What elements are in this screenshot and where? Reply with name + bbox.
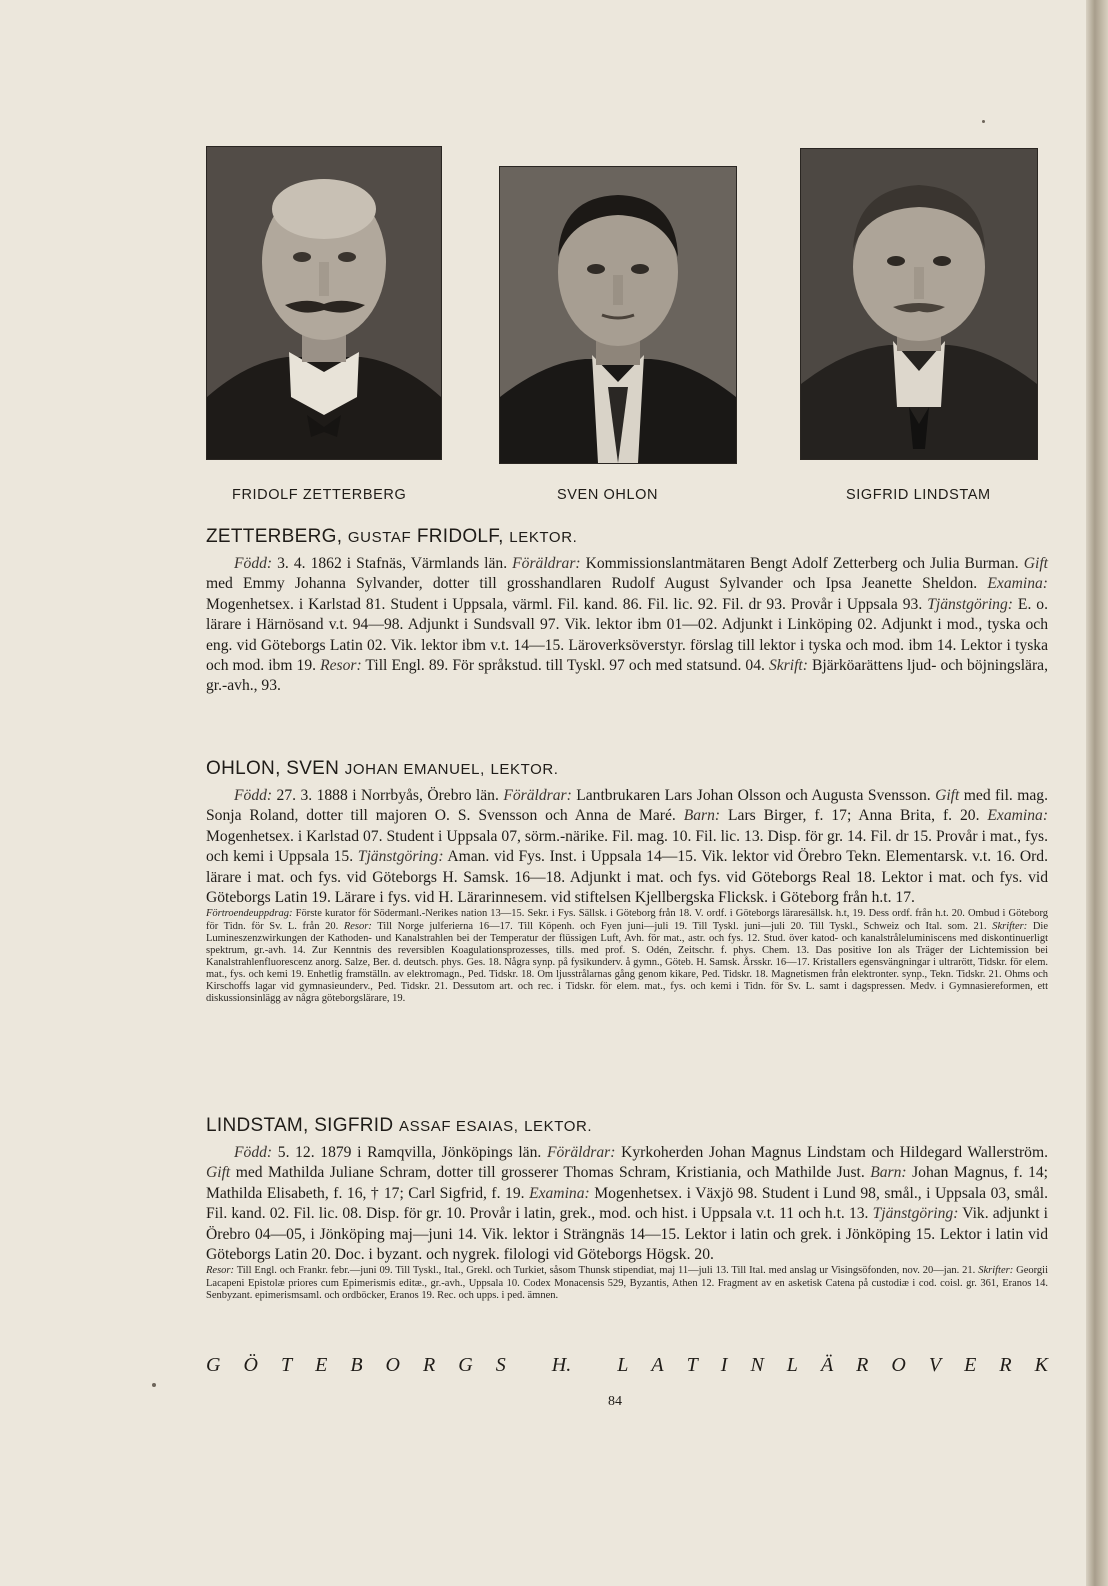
footer-letter: G — [458, 1354, 473, 1376]
page-number: 84 — [608, 1394, 622, 1409]
label-resor: Resor: — [320, 657, 362, 675]
footer-letter: G — [206, 1354, 221, 1376]
portrait-ohlon — [499, 166, 737, 464]
given-names: JOHAN EMANUEL, — [344, 761, 485, 778]
text-gift: med Mathilda Juliane Schram, dotter till grosserer Thomas Schram, Kristiania, och Mathilde Just. — [230, 1164, 871, 1182]
label-resor: Resor: — [343, 920, 372, 932]
label-foraldrar: Föräldrar: — [503, 787, 572, 804]
footer-letter: A — [651, 1354, 664, 1376]
caption-ohlon: SVEN OHLON — [557, 487, 659, 503]
caption-lindstam: SIGFRID LINDSTAM — [846, 487, 991, 503]
footer-letter: Ä — [820, 1354, 834, 1376]
text-fodd: 27. 3. 1888 i Norrbyås, Örebro län. — [272, 787, 504, 804]
surname: ZETTERBERG, — [206, 526, 343, 547]
label-examina: Examina: — [529, 1184, 590, 1202]
text-examina: Mogenhetsex. i Karlstad 81. Student i Uppsala, värml. Fil. kand. 86. Fil. lic. 92. Fil. dr 93. Provår i Uppsala 93. — [206, 595, 928, 613]
label-barn: Barn: — [870, 1164, 907, 1182]
footer-letter: B — [350, 1354, 363, 1376]
text-foraldrar: Kommissionslantmätaren Bengt Adolf Zetterberg och Julia Burman. — [580, 555, 1024, 572]
label-skrifter: Skrifter: — [978, 1265, 1014, 1277]
footer-letter: V — [928, 1354, 942, 1376]
footer-letter: O — [891, 1354, 906, 1376]
text-examina: Mogenhetsex. i Karlstad 07. Student i Uppsala 07, sörm.-närike. Fil. mag. 10. Fil. lic. 13. Disp. för gr. 14. Fil. dr 15. Provår i mat., fys. och kemi i Uppsala 15. — [206, 827, 1048, 866]
entry-ohlon — [206, 758, 1048, 1005]
label-fodd: Född: — [234, 555, 273, 572]
role: LEKTOR. — [524, 1118, 593, 1135]
text-barn: Lars Birger, f. 17; Anna Brita, f. 20. — [720, 807, 988, 825]
biography-fine-print — [206, 1265, 1048, 1301]
entry-title — [206, 526, 1048, 548]
portrait-zetterberg — [206, 146, 442, 460]
footer-letter: T — [686, 1354, 698, 1376]
text-foraldrar: Kyrkoherden Johan Magnus Lindstam och Hildegard Wallerström. — [615, 1144, 1048, 1161]
text-fodd: 3. 4. 1862 i Stafnäs, Värmlands län. — [272, 555, 513, 572]
text-skrifter: Georgii Lacapeni Epistolæ priores cum Epimerismis editæ., gr.-avh., Uppsala 10. Codex Monacensis 529, Byzantis, Athen 12. Fragment av en asketisk Catena på custodiæ i cod. coisl. gr. 361, Eranos 14. Senbyzant. epimerismsaml. och ordböcker, Eranos 19. Rec. och upps. i ped. ämnen. — [206, 1265, 1048, 1301]
text-tjanstgoring: Aman. vid Fys. Inst. i Uppsala 14—15. Vik. lektor vid Örebro Tekn. Elementarsk. v.t. 16. Ord. lärare i mat. och fys. vid Göteborgs H. Samsk. 16—18. Adjunkt i mat. och fys. vid Göteborgs Real 18. Lektor i mat. och fys. vid Göteborgs Latin 19. Lärare i fys. vid H. Lärarinnesem. vid stiftelsen Kjellbergska Flicksk. i Göteborg från h.t. 17. — [206, 848, 1048, 907]
footer-letter: L — [786, 1354, 798, 1376]
label-skrift: Skrift: — [768, 657, 808, 675]
text-foraldrar: Lantbrukaren Lars Johan Olsson och Augusta Svensson. — [571, 787, 936, 804]
biography-text — [206, 786, 1048, 908]
role: LEKTOR. — [509, 529, 578, 546]
footer-letter: E — [315, 1354, 328, 1376]
text-fortroendeuppdrag: Förste kurator för Södermanl.-Nerikes nation 13—15. Sekr. i Fys. Sällsk. i Göteborg från 18. V. ordf. i Göteborgs läraresällsk. h.t, 19. Dess ordf. från h.t. 20. Ombud i Göteborg för Tidn. för Sv. L. från 20. — [206, 908, 1048, 932]
entry-title — [206, 758, 1048, 780]
footer-letter: R — [423, 1354, 436, 1376]
label-gift: Gift — [1023, 555, 1048, 572]
biography-text — [206, 554, 1048, 697]
text-resor: Till Norge julferierna 16—17. Till Köpenh. och Fyen juni—juli 19. Till Tyskl. juni—juli 20. Till Tyskl., Schweiz och Ital. som. 21. — [371, 920, 993, 932]
text-skrift: Bjärköarättens ljud- och böjningslära, gr.-avh., 93. — [206, 657, 1048, 695]
footer-letter: R — [999, 1354, 1012, 1376]
footer-letter: T — [280, 1354, 293, 1376]
text-barn: Johan Magnus, f. 14; Mathilda Elisabeth, f. 16, † 17; Carl Sigfrid, f. 19. — [206, 1164, 1048, 1202]
biography-text — [206, 1143, 1048, 1265]
label-tjanstgoring: Tjänstgöring: — [357, 848, 444, 866]
text-examina: Mogenhetsex. i Växjö 98. Student i Lund 98, smål., i Uppsala 03, smål. Fil. kand. 02. Fil. lic. 08. Disp. för gr. 10. Provår i latin, grek., mod. och hist. i Uppsala v.t. 11 och h.t. 13. — [206, 1184, 1048, 1223]
label-examina: Examina: — [987, 575, 1048, 593]
paper-speck — [982, 120, 985, 123]
label-tjanstgoring: Tjänstgöring: — [927, 595, 1013, 613]
text-gift: med fil. mag. Sonja Roland, dotter till majoren O. S. Svensson och Anna de Maré. — [206, 787, 1048, 825]
label-gift: Gift — [935, 787, 960, 804]
paper-speck — [152, 1383, 156, 1387]
label-resor: Resor: — [206, 1265, 234, 1277]
role: LEKTOR. — [490, 761, 559, 778]
entry-lindstam — [206, 1115, 1048, 1302]
footer-letter: H. — [551, 1354, 572, 1376]
page-binding-edge — [1086, 0, 1108, 1586]
running-footer-title — [206, 1354, 1048, 1377]
text-fodd: 5. 12. 1879 i Ramqvilla, Jönköpings län. — [272, 1144, 547, 1161]
biography-fine-print — [206, 908, 1048, 1005]
surname: LINDSTAM, SIGFRID — [206, 1115, 394, 1136]
label-skrifter: Skrifter: — [992, 920, 1028, 932]
text-skrifter: Die Lumineszenzwirkungen der Kathoden- und Kanalstrahlen bei der Temperatur der flüssigen Luft, Avh. för mat., astr. och fys. 12. Stud. över katod- och kanalstråleluminiscens med diskontinuerligt spektrum, gr.-avh. 14. Zur Kenntnis des reversiblen Koagulationsprozesses, tills. med prof. S. Odén, Zeitschr. f. phys. Chem. 13. Das positive Ion als Träger der Lichtemission bei Kanalstrahlenfluorescenz anorg. Salze, Ber. d. deutsch. phys. Ges. 18. Några synp. på fysikunderv. å gymn., Göteb. H. Samsk. Årsskr. 16—17. Kristallers egensvängningar i ultrarött, Tidskr. för elem. mat., fys. och kemi 19. Enhetlig framställn. av elektromagn., Ped. Tidskr. 18. Om ljusstrålarnas gång genom kikare, Ped. Tidskr. 18. Magnetismen från elektronter. synp., Tekn. Tidskr. 21. Ohms och Kirschoffs lagar vid gymnasieunderv., Ped. Tidskr. 21. Dessutom art. och rec. i Tidskr. för elem. mat., fys. och kemi i Tidn. för Sv. L. samt i dagspressen. Medv. i Gymnasiereformen, ett diskussionsinlägg av några göteborgslärare, 19. — [206, 920, 1048, 1005]
label-foraldrar: Föräldrar: — [546, 1144, 616, 1161]
label-foraldrar: Föräldrar: — [512, 555, 581, 572]
footer-letter: O — [385, 1354, 400, 1376]
label-gift: Gift — [206, 1164, 231, 1182]
label-examina: Examina: — [987, 807, 1049, 825]
portrait-row — [206, 146, 1046, 466]
text-resor: Till Engl. 89. För språkstud. till Tyskl. 97 och med statsund. 04. — [361, 657, 769, 675]
label-fortroendeuppdrag: Förtroendeuppdrag: — [206, 908, 293, 920]
text-tjanstgoring: E. o. lärare i Härnösand v.t. 94—98. Adjunkt i Sundsvall 97. Vik. lektor ibm 01—02. Adjunkt i Linköping 02. Adjunkt i mod., tyska och eng. vid Göteborgs Latin 02. Vik. lektor ibm v.t. 14—15. Läroverksöverstyr. förslag till lektor i tyska och mod. ibm 14. Lektor i tyska och mod. ibm 19. — [206, 595, 1048, 675]
label-fodd: Född: — [234, 1144, 273, 1161]
footer-letter: K — [1034, 1354, 1048, 1376]
given-names: GUSTAF — [347, 529, 412, 546]
footer-letter: E — [964, 1354, 977, 1376]
footer-letter: I — [720, 1354, 728, 1376]
footer-letter: S — [495, 1354, 506, 1376]
portrait-lindstam — [800, 148, 1038, 460]
text-resor: Till Engl. och Frankr. febr.—juni 09. Till Tyskl., Ital., Grekl. och Turkiet, såsom Thunsk stipendiat, maj 11—juli 13. Till Ital. med anslag ur Visingsöfonden, nov. 20—jan. 21. — [234, 1265, 979, 1277]
call-name: FRIDOLF, — [416, 526, 504, 547]
text-tjanstgoring: Vik. adjunkt i Örebro 04—05, i Jönköping maj—juni 14. Vik. lektor i Strängnäs 14—15. Lektor i latin och grek. i Jönköping 15. Lektor i latin vid Göteborgs Latin 20. Doc. i byzant. och nygrek. filologi vid Göteborgs Högsk. 20. — [206, 1205, 1049, 1264]
label-fodd: Född: — [234, 787, 273, 804]
surname: OHLON, SVEN — [206, 758, 340, 779]
text-gift: med Emmy Johanna Sylvander, dotter till grosshandlaren Rudolf August Sylvander och Ipsa Jeanette Sheldon. — [206, 575, 988, 593]
footer-letter: N — [750, 1354, 764, 1376]
caption-zetterberg: FRIDOLF ZETTERBERG — [232, 487, 407, 503]
footer-letter: L — [617, 1354, 629, 1376]
entry-zetterberg — [206, 526, 1048, 697]
label-barn: Barn: — [683, 807, 721, 825]
footer-letter: Ö — [243, 1354, 258, 1376]
entry-title — [206, 1115, 1048, 1137]
footer-letter: R — [856, 1354, 869, 1376]
given-names: ASSAF ESAIAS, — [398, 1118, 519, 1135]
label-tjanstgoring: Tjänstgöring: — [872, 1205, 959, 1223]
